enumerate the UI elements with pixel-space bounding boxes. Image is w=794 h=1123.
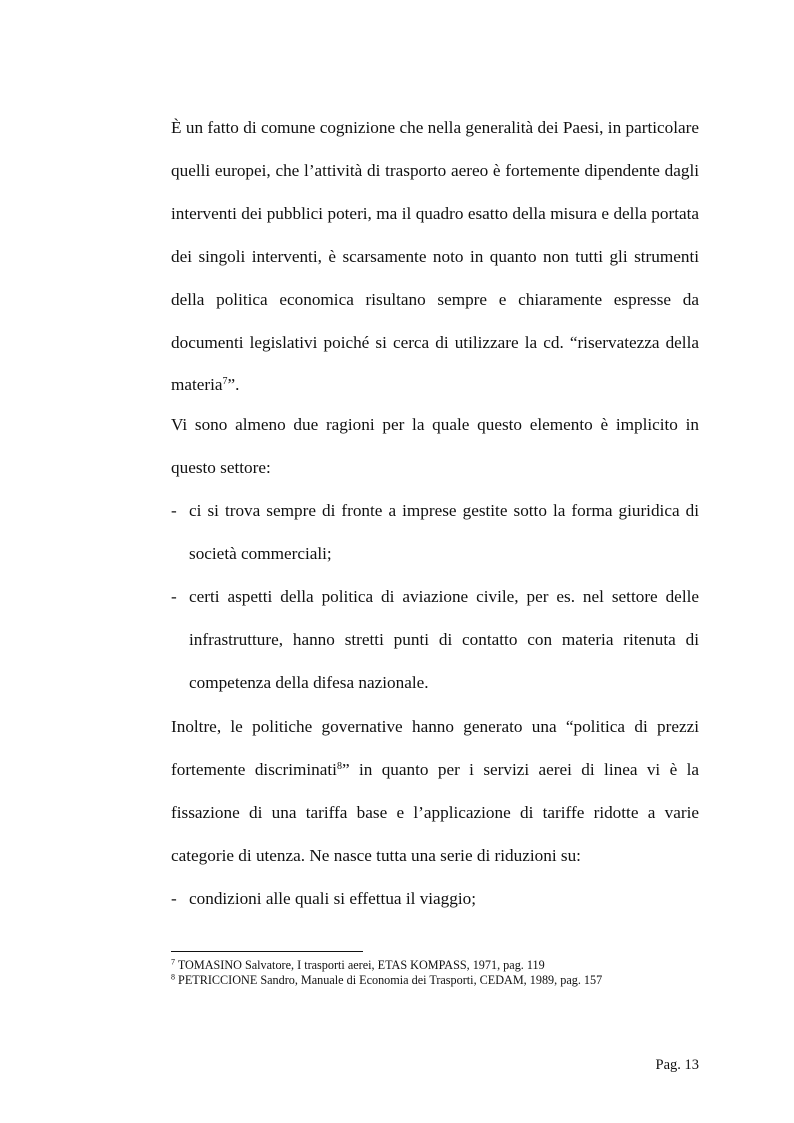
footnote-number: 8	[171, 972, 175, 982]
list-dash: -	[171, 501, 177, 520]
list-item	[171, 878, 699, 921]
list-item-text: ci si trova sempre di fronte a imprese gestite sotto la forma giuridica di società commerciali;	[189, 501, 699, 563]
footnote-number: 7	[171, 957, 175, 967]
list-item-text: certi aspetti della politica di aviazione civile, per es. nel settore delle infrastrutture, hanno stretti punti di contatto con materia ritenuta di competenza della difesa nazionale.	[189, 586, 699, 692]
footnote-text: PETRICCIONE Sandro, Manuale di Economia dei Trasporti, CEDAM, 1989, pag. 157	[175, 972, 603, 987]
paragraph-1	[171, 107, 699, 407]
paragraph-1-body: È un fatto di comune cognizione che nella generalità dei Paesi, in particolare quelli europei, che l’attività di trasporto aereo è fortemente dipendente dagli interventi dei pubblici poteri, ma il quadro esatto della misura e della portata dei singoli interventi, è scarsamente noto in quanto non tutti gli strumenti della politica economica risultano sempre e chiaramente espresse da documenti legislativi poiché si cerca di utilizzare la cd. “riservatezza della materia	[171, 118, 699, 395]
paragraph-3-before: Inoltre, le politiche governative hanno generato una “politica di prezzi fortemente discriminati	[171, 717, 699, 779]
paragraph-2-text: Vi sono almeno due ragioni per la quale questo elemento è implicito in questo settore:	[171, 415, 699, 477]
footnote-ref-7[interactable]: 7	[222, 376, 228, 388]
paragraph-3-text	[171, 706, 699, 878]
list-dash: -	[171, 586, 177, 606]
list-item-text: condizioni alle quali si effettua il viaggio;	[189, 889, 477, 908]
footnote-separator	[171, 951, 363, 952]
bullet-list-2	[171, 878, 699, 921]
paragraph-1-text	[171, 107, 699, 407]
footnote-ref-8[interactable]: 8	[336, 760, 342, 772]
list-item	[171, 576, 699, 705]
footnotes	[171, 958, 699, 987]
footnote-8	[171, 973, 699, 988]
paragraph-3	[171, 706, 699, 878]
list-dash: -	[171, 889, 177, 908]
list-item	[171, 490, 699, 576]
paragraph-3-after: ” in quanto per i servizi aerei di linea vi è la fissazione di una tariffa base e l’applicazione di tariffe ridotte a varie categorie di utenza. Ne nasce tutta una serie di riduzioni su:	[171, 759, 700, 865]
footnote-7	[171, 958, 699, 973]
footnote-text: TOMASINO Salvatore, I trasporti aerei, ETAS KOMPASS, 1971, pag. 119	[175, 958, 545, 972]
bullet-list-1	[171, 490, 699, 705]
paragraph-2	[171, 404, 699, 490]
page-number: Pag. 13	[655, 1057, 699, 1073]
paragraph-1-tail: ”.	[227, 375, 240, 395]
